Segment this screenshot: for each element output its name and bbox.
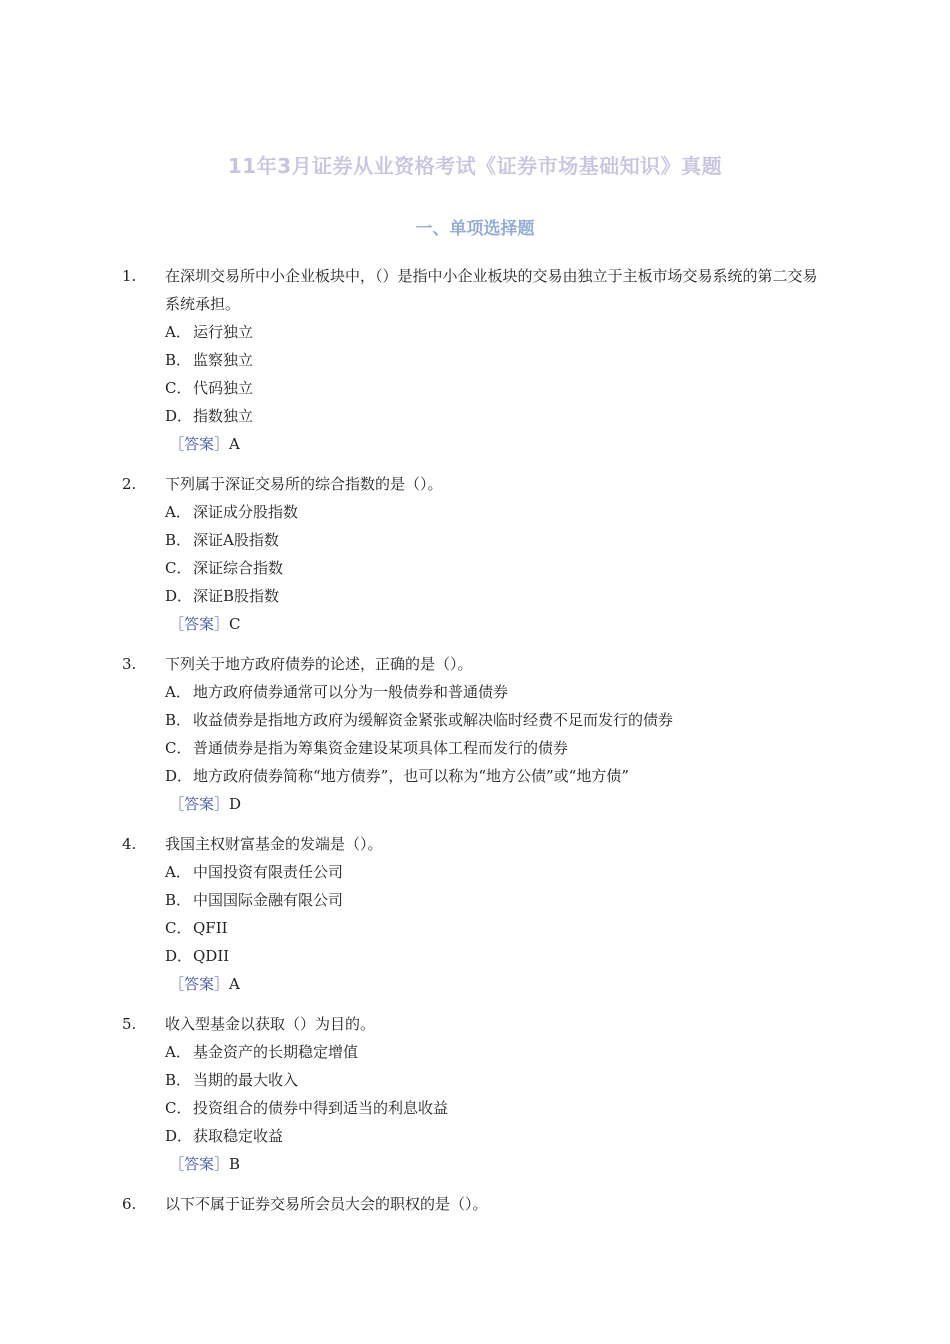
answer-value: A — [229, 435, 240, 453]
option-letter: C． — [165, 1099, 192, 1117]
option-item — [165, 582, 825, 610]
option-letter: B． — [165, 891, 192, 909]
option-text: 地方政府债券通常可以分为一般债券和普通债券 — [193, 683, 509, 701]
question-number: 1. — [122, 267, 137, 285]
option-text: QDII — [193, 947, 230, 965]
question-item — [0, 650, 950, 818]
option-item — [165, 402, 825, 430]
option-item — [165, 374, 825, 402]
answer-label: ［答案］ — [169, 615, 230, 633]
question-item — [0, 262, 950, 458]
answer-value: C — [229, 615, 241, 633]
option-item — [165, 678, 825, 706]
option-text: 指数独立 — [193, 407, 254, 425]
option-letter: B． — [165, 711, 192, 729]
option-letter: A． — [165, 503, 191, 521]
answer-value: B — [229, 1155, 241, 1173]
option-item — [165, 942, 825, 970]
option-letter: C． — [165, 379, 192, 397]
option-item — [165, 318, 825, 346]
answer-label: ［答案］ — [169, 795, 230, 813]
question-list — [0, 262, 950, 1230]
question-number: 3. — [122, 655, 137, 673]
answer-label: ［答案］ — [169, 1155, 230, 1173]
option-text: 收益债券是指地方政府为缓解资金紧张或解决临时经费不足而发行的债券 — [193, 711, 674, 729]
option-item — [165, 1066, 825, 1094]
option-item — [165, 886, 825, 914]
option-letter: A． — [165, 1043, 191, 1061]
option-item — [165, 734, 825, 762]
option-text: 普通债券是指为筹集资金建设某项具体工程而发行的债券 — [193, 739, 569, 757]
option-item — [165, 1122, 825, 1150]
option-text: 基金资产的长期稳定增值 — [193, 1043, 359, 1061]
option-letter: D． — [165, 767, 193, 785]
option-item — [165, 554, 825, 582]
answer-label: ［答案］ — [169, 435, 230, 453]
option-letter: A． — [165, 863, 191, 881]
option-item — [165, 706, 825, 734]
question-item — [0, 1010, 950, 1178]
option-list — [165, 318, 825, 430]
option-letter: A． — [165, 323, 191, 341]
option-text: 深证综合指数 — [193, 559, 284, 577]
document-title: 11年3月证券从业资格考试《证券市场基础知识》真题 — [227, 154, 723, 178]
option-letter: B． — [165, 1071, 192, 1089]
option-list — [165, 498, 825, 610]
option-text: 深证A股指数 — [193, 531, 279, 549]
question-body — [165, 650, 825, 818]
question-body — [165, 262, 825, 458]
question-number: 2. — [122, 475, 137, 493]
option-item — [165, 526, 825, 554]
question-stem: 以下不属于证券交易所会员大会的职权的是（）。 — [165, 1195, 488, 1213]
option-list — [165, 678, 825, 790]
question-stem: 下列关于地方政府债券的论述，正确的是（）。 — [165, 655, 473, 673]
option-letter: D． — [165, 947, 193, 965]
answer-line — [165, 1150, 825, 1178]
question-number: 6. — [122, 1195, 137, 1213]
option-item — [165, 1094, 825, 1122]
answer-line — [165, 970, 825, 998]
option-text: 代码独立 — [193, 379, 254, 397]
question-number: 5. — [122, 1015, 137, 1033]
option-letter: D． — [165, 407, 193, 425]
question-item — [0, 1190, 950, 1218]
option-text: 运行独立 — [193, 323, 254, 341]
answer-label: ［答案］ — [169, 975, 230, 993]
option-item — [165, 1038, 825, 1066]
answer-value: D — [229, 795, 242, 813]
option-item — [165, 498, 825, 526]
answer-line — [165, 430, 825, 458]
answer-line — [165, 790, 825, 818]
option-text: 监察独立 — [193, 351, 254, 369]
option-text: 地方政府债券简称“地方债券”，也可以称为“地方公债”或“地方债” — [193, 767, 630, 785]
question-body — [165, 1190, 825, 1218]
option-list — [165, 1038, 825, 1150]
option-list — [165, 858, 825, 970]
answer-line — [165, 610, 825, 638]
question-body — [165, 470, 825, 638]
option-item — [165, 914, 825, 942]
option-text: 深证成分股指数 — [193, 503, 299, 521]
option-item — [165, 858, 825, 886]
option-letter: B． — [165, 351, 192, 369]
question-number: 4. — [122, 835, 137, 853]
question-stem: 我国主权财富基金的发端是（）。 — [165, 835, 383, 853]
option-text: 当期的最大收入 — [193, 1071, 299, 1089]
option-letter: B． — [165, 531, 192, 549]
question-stem: 收入型基金以获取（）为目的。 — [165, 1015, 376, 1033]
option-letter: C． — [165, 919, 192, 937]
option-item — [165, 346, 825, 374]
option-text: 深证B股指数 — [193, 587, 280, 605]
option-letter: D． — [165, 587, 193, 605]
option-text: 中国投资有限责任公司 — [193, 863, 344, 881]
question-body — [165, 1010, 825, 1178]
answer-value: A — [229, 975, 240, 993]
question-item — [0, 470, 950, 638]
option-text: 获取稳定收益 — [193, 1127, 284, 1145]
section-title: 一、单项选择题 — [415, 219, 535, 239]
option-text: QFII — [193, 919, 228, 937]
option-item — [165, 762, 825, 790]
question-body — [165, 830, 825, 998]
option-letter: D． — [165, 1127, 193, 1145]
option-letter: C． — [165, 559, 192, 577]
question-stem: 下列属于深证交易所的综合指数的是（）。 — [165, 475, 443, 493]
option-letter: C． — [165, 739, 192, 757]
question-stem: 在深圳交易所中小企业板块中，（）是指中小企业板块的交易由独立于主板市场交易系统的第二交易系统承担。 — [165, 267, 818, 313]
option-text: 投资组合的债券中得到适当的利息收益 — [193, 1099, 449, 1117]
question-item — [0, 830, 950, 998]
option-text: 中国国际金融有限公司 — [193, 891, 344, 909]
option-letter: A． — [165, 683, 191, 701]
